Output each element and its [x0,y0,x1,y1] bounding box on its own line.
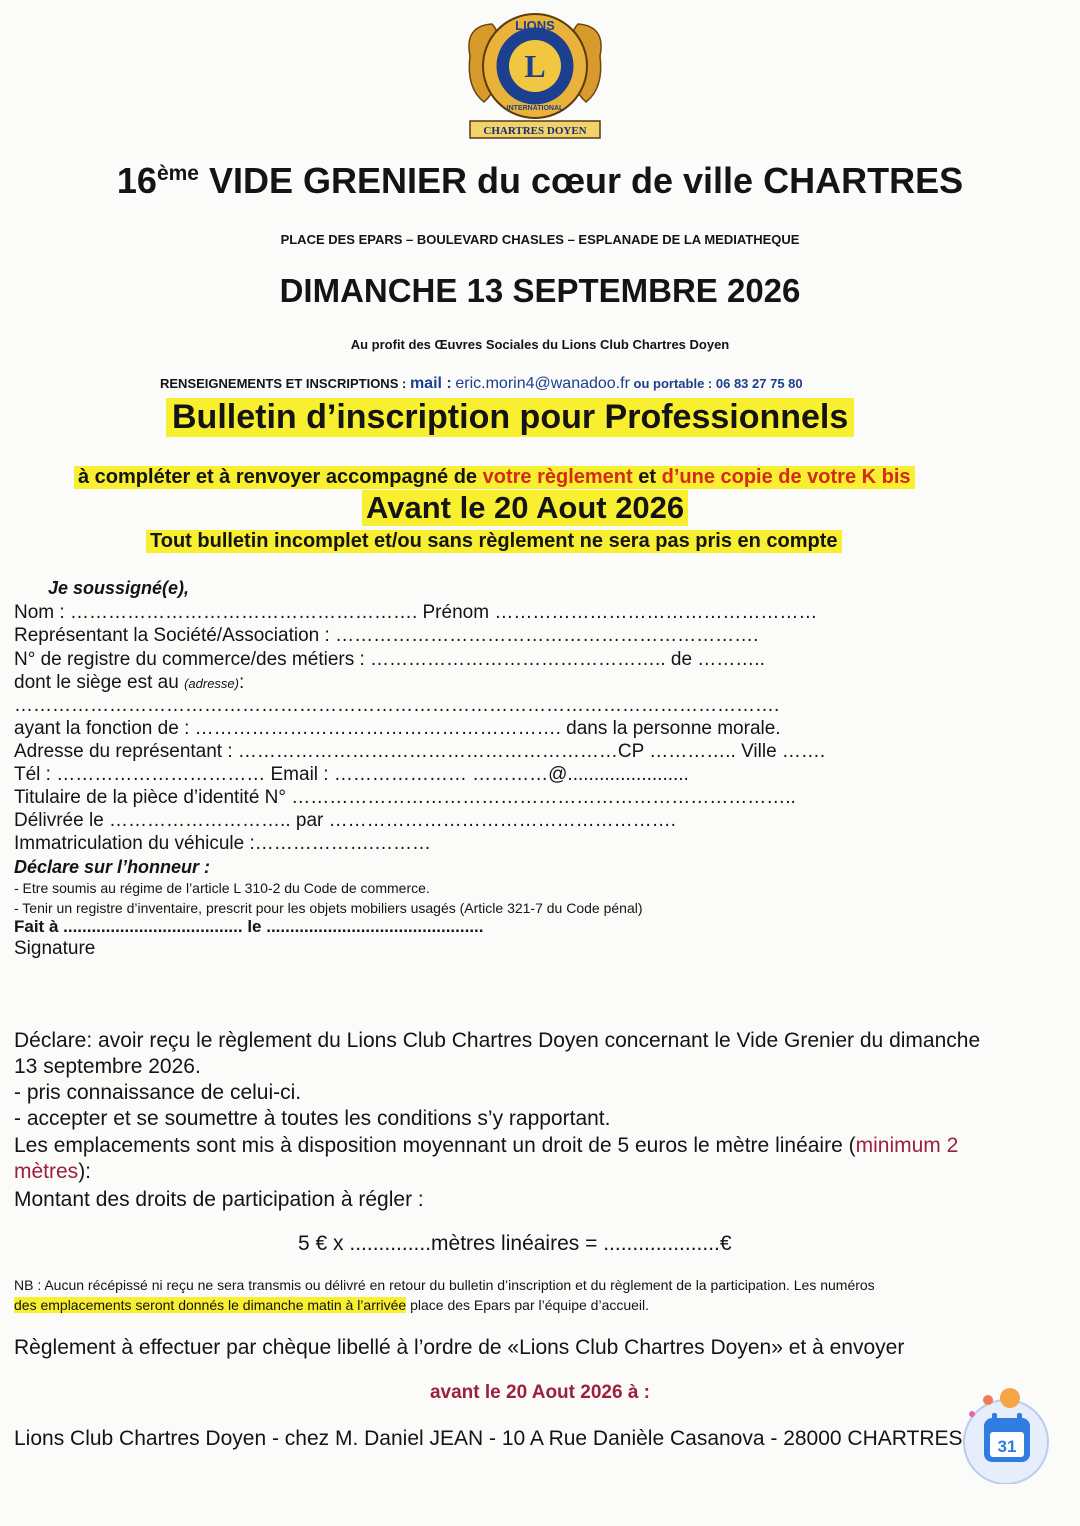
field-nom-prenom[interactable]: Nom : ………………………………………………. Prénom …………………………………………… [14,602,818,623]
nb-rest: place des Epars par l’équipe d’accueil. [406,1297,650,1313]
reglement-line: Règlement à effectuer par chèque libellé à l’ordre de «Lions Club Chartres Doyen» et à envoyer [14,1336,905,1359]
pris-connaissance: - pris connaissance de celui-ci. [14,1081,302,1104]
field-tel-email[interactable]: Tél : …………………………… Email : ………………… …………@....................... [14,764,689,785]
instructions-text-1: à compléter et à renvoyer accompagné de [78,466,478,488]
contact-line [160,375,803,393]
declare-honneur: Déclare sur l’honneur : [14,857,211,877]
logo-top-text: LIONS [515,18,555,33]
declare-receipt-1: Déclare: avoir reçu le règlement du Lions Club Chartres Doyen concernant le Vide Grenier du dimanche [14,1029,981,1052]
bulletin-title: Bulletin d’inscription pour Professionnels [166,398,854,437]
event-places: PLACE DES EPARS – BOULEVARD CHASLES – ESPLANADE DE LA MEDIATHEQUE [280,232,800,247]
calendar-icon[interactable] [952,1384,1052,1484]
instructions-line [74,466,915,489]
field-adresse[interactable]: Adresse du représentant : ……………………………………………………CP ………….. Ville ……. [14,741,826,762]
instructions-kbis: d’une copie de votre K bis [661,466,911,488]
siege-note: (adresse) [184,676,239,691]
deadline: Avant le 20 Aout 2026 [362,490,688,526]
montant-label: Montant des droits de participation à régler : [14,1188,424,1211]
emplacements-line-2 [14,1160,91,1184]
lions-club-logo [462,6,608,142]
send-deadline: avant le 20 Aout 2026 à : [429,1382,650,1403]
siege-label: dont le siège est au [14,672,179,693]
field-representant[interactable]: Représentant la Société/Association : …………………………………………………………. [14,625,759,646]
signature-label: Signature [14,938,96,959]
emplacements-text: Les emplacements sont mis à disposition moyennant un droit de 5 euros le mètre linéaire ( [14,1134,856,1157]
logo-letter: L [524,48,546,84]
contact-email[interactable]: eric.morin4@wanadoo.fr [455,375,630,392]
mail-label: mail : [409,375,452,392]
event-title [0,160,1080,202]
field-fait-le[interactable]: Fait à ...................................... le .............................................. [14,917,484,936]
declaration-2: - Tenir un registre d’inventaire, prescrit pour les objets mobiliers usagés (Article 321-7 du Code pénal) [14,900,643,916]
declaration-1: - Etre soumis au régime de l’article L 310-2 du Code de commerce. [14,880,430,896]
mailing-address: Lions Club Chartres Doyen - chez M. Daniel JEAN - 10 A Rue Danièle Casanova - 28000 CHARTRES [14,1427,963,1450]
event-date: DIMANCHE 13 SEPTEMBRE 2026 [279,272,801,309]
fee-formula[interactable]: 5 € x ..............mètres linéaires = ....................€ [298,1232,732,1255]
siege-colon: : [239,672,245,693]
nb-line-2 [14,1297,649,1313]
field-fonction[interactable]: ayant la fonction de : …………………………………………………. dans la personne morale. [14,718,781,739]
field-delivree[interactable]: Délivrée le ……………………….. par ………………………………………………. [14,810,676,831]
field-siege[interactable] [14,672,244,694]
edition-suffix: ème [156,162,199,185]
incomplete-warning: Tout bulletin incomplet et/ou sans règlement ne sera pas pris en compte [146,530,842,553]
minimum-unit: mètres [14,1160,79,1183]
contact-label: RENSEIGNEMENTS ET INSCRIPTIONS : [160,376,407,391]
emplacements-end: ): [78,1160,92,1183]
form-intro: Je soussigné(e), [48,578,190,598]
field-siege-dots[interactable]: …………………………………………………………………………………………………………. [14,695,780,716]
profit-line: Au profit des Œuvres Sociales du Lions Club Chartres Doyen [350,337,730,352]
logo-ribbon-text: CHARTRES DOYEN [483,125,587,137]
edition-number: 16 [116,160,157,201]
field-registre[interactable]: N° de registre du commerce/des métiers : ……………………………………….. de ……….. [14,649,765,670]
phone-label: ou portable : [633,376,713,391]
instructions-text-2: et [638,466,657,488]
field-piece-identite[interactable]: Titulaire de la pièce d’identité N° …………………………………………………………………….. [14,787,796,808]
declare-receipt-2: 13 septembre 2026. [14,1055,201,1078]
minimum-text: minimum 2 [855,1134,959,1157]
emplacements-line [14,1134,958,1158]
event-title-text: VIDE GRENIER du cœur de ville CHARTRES [208,160,964,201]
logo-bottom-text: INTERNATIONAL [506,105,564,112]
nb-highlight: des emplacements seront donnés le dimanche matin à l’arrivée [14,1297,407,1313]
instructions-payment: votre règlement [482,466,633,488]
nb-line-1: NB : Aucun récépissé ni reçu ne sera transmis ou délivré en retour du bulletin d’inscription et du règlement de la participation. Les numéros [14,1277,875,1293]
calendar-day: 31 [997,1437,1017,1456]
accepter-conditions: - accepter et se soumettre à toutes les conditions s’y rapportant. [14,1107,611,1130]
contact-phone: 06 83 27 75 80 [715,376,803,391]
field-immatriculation[interactable]: Immatriculation du véhicule :……………….……… [14,833,432,854]
